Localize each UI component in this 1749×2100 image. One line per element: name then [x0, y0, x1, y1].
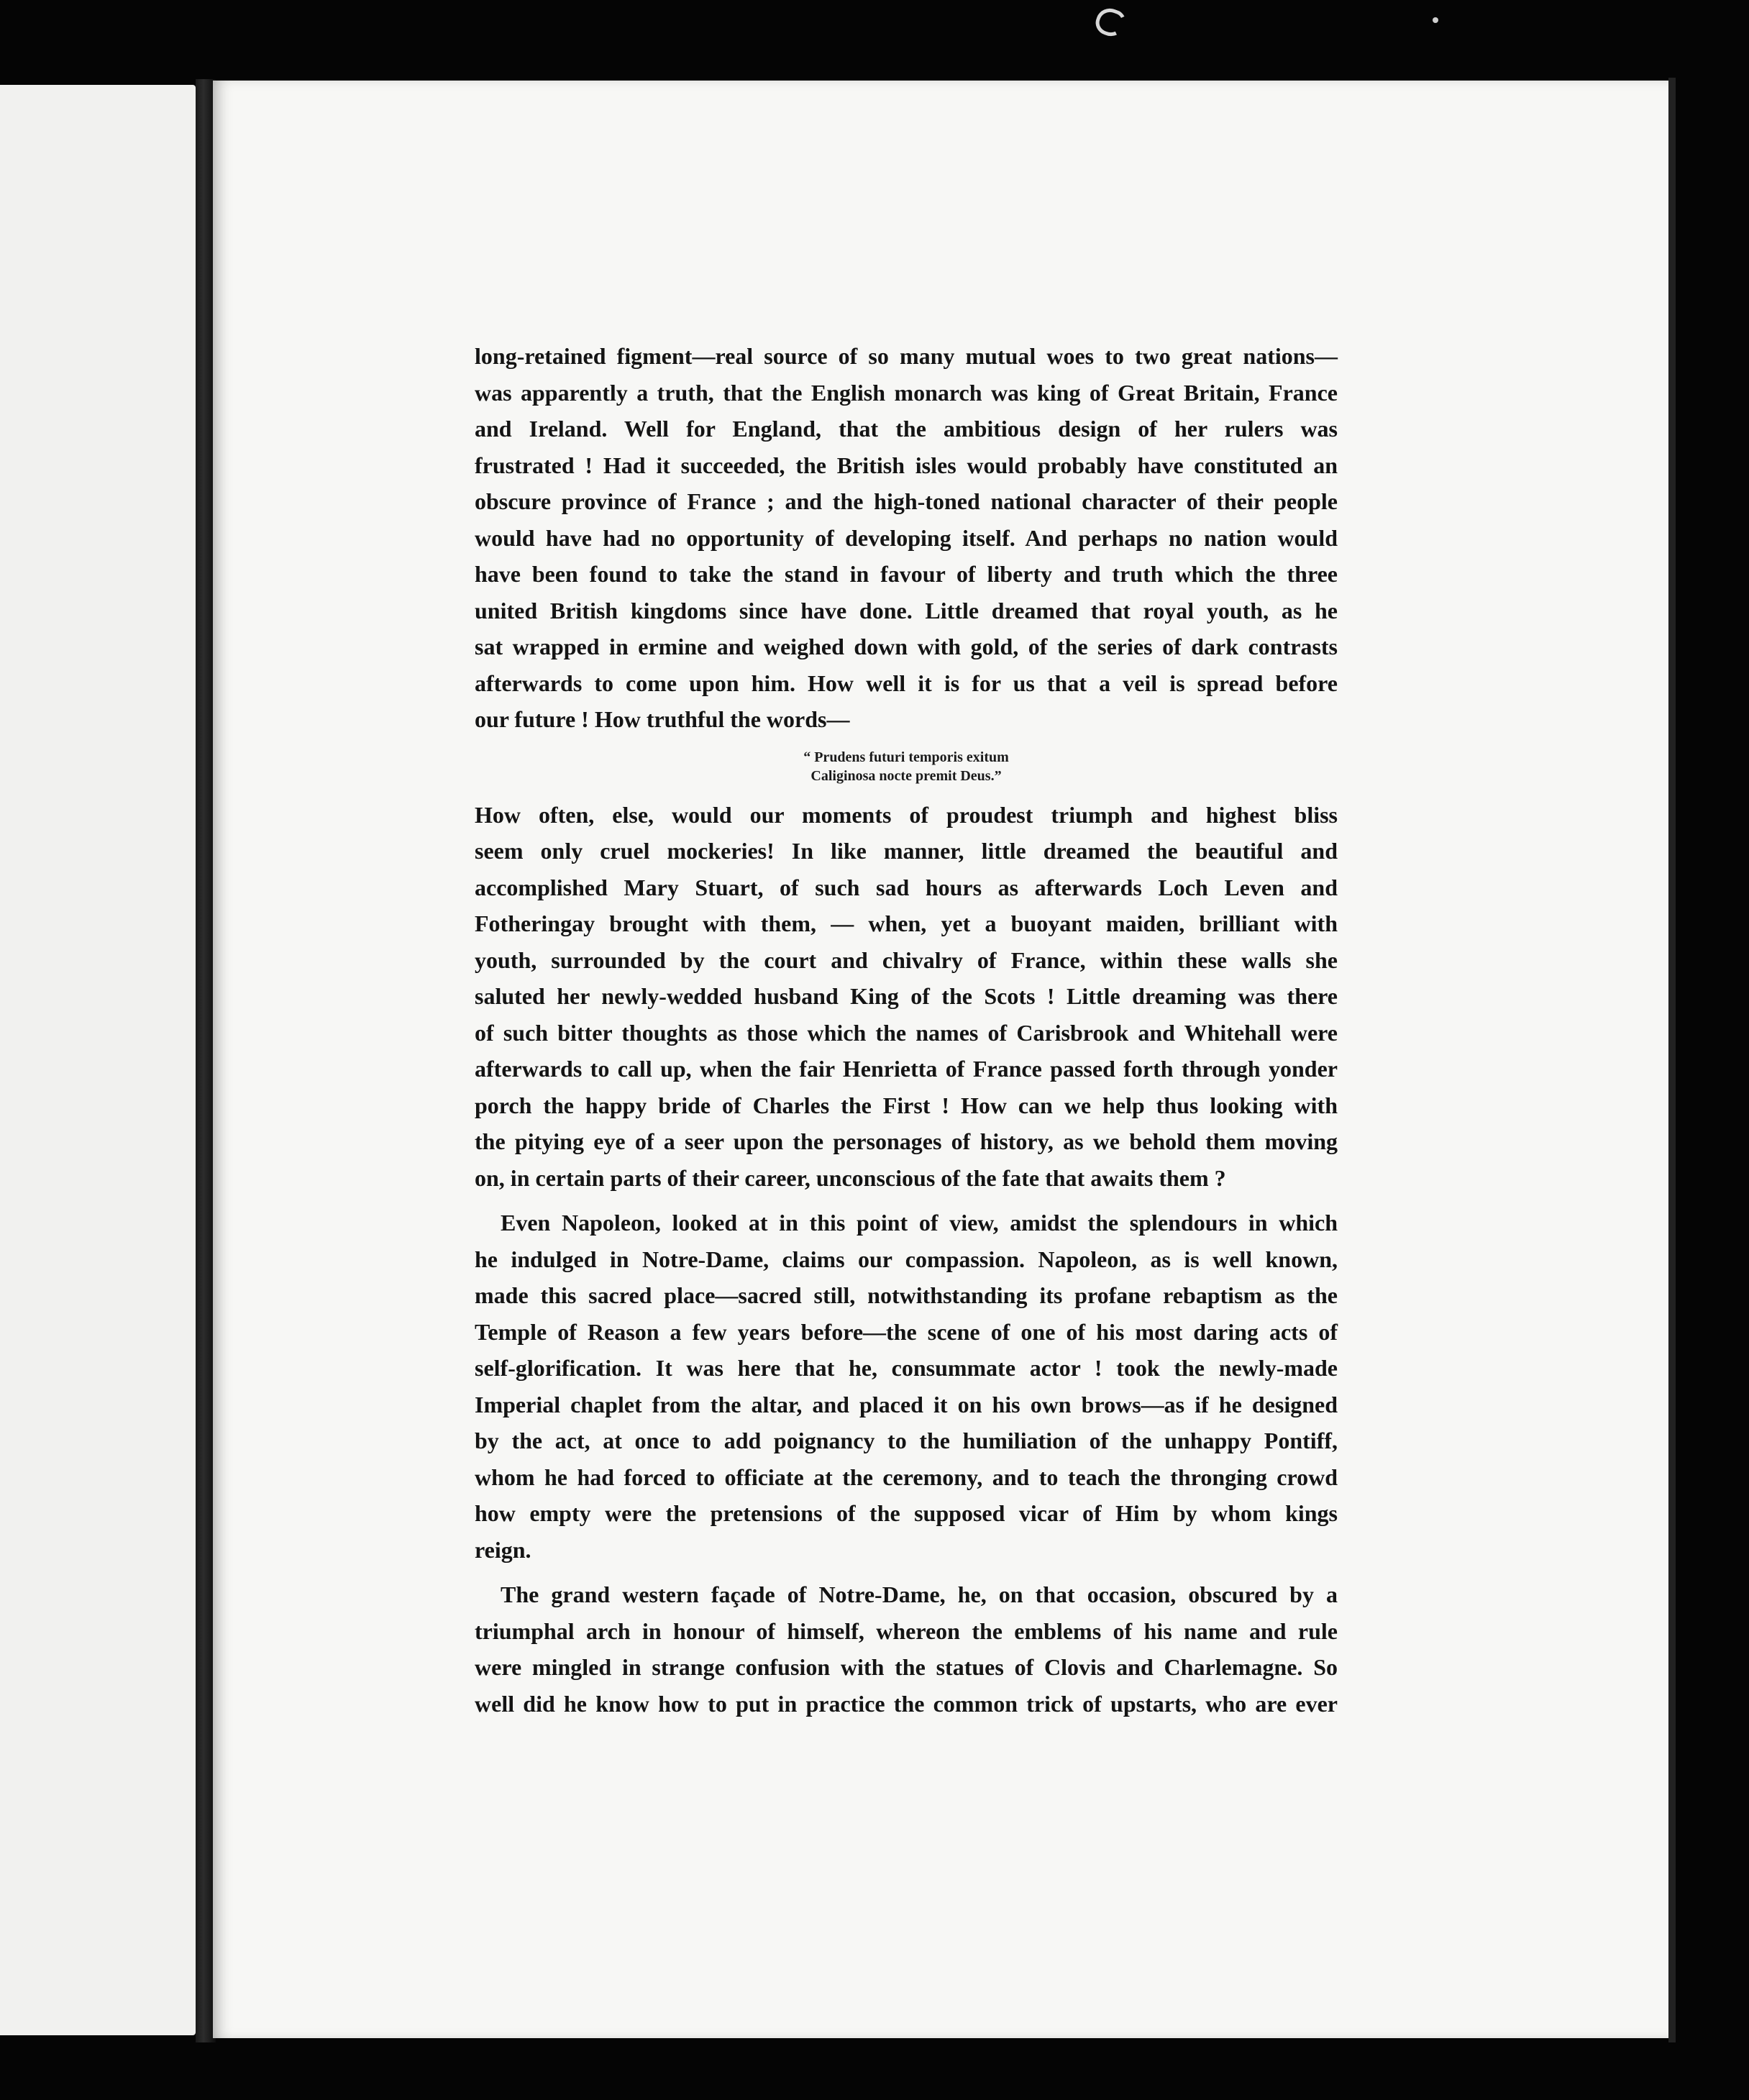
text-line: was apparently a truth, that the English monarch was king of Great Britain, France — [475, 379, 1338, 406]
text-line: would have had no opportunity of developing itself. And perhaps no nation would — [475, 524, 1338, 551]
text-line: The grand western façade of Notre-Dame, he, on that occasion, obscured by a — [501, 1581, 1338, 1607]
text-line: Imperial chaplet from the altar, and placed it on his own brows—as if he designed — [475, 1391, 1338, 1418]
text-line: obscure province of France ; and the high-toned national character of their people — [475, 488, 1338, 514]
text-line: triumphal arch in honour of himself, whereon the emblems of his name and rule — [475, 1617, 1338, 1644]
text-line: seem only cruel mockeries! In like manner, little dreamed the beautiful and — [475, 838, 1338, 864]
text-line: the pitying eye of a seer upon the personages of history, as we behold them moving — [475, 1128, 1338, 1154]
text-line: he indulged in Notre-Dame, claims our compassion. Napoleon, as is well known, — [475, 1246, 1338, 1272]
text-line: self-glorification. It was here that he, consummate actor ! took the newly-made — [475, 1355, 1338, 1381]
text-line: afterwards to call up, when the fair Henrietta of France passed forth through yonder — [475, 1056, 1338, 1082]
paragraph-facade — [475, 1576, 1338, 1722]
text-line: youth, surrounded by the court and chivalry of France, within these walls she — [475, 946, 1338, 973]
left-page — [0, 85, 196, 2035]
text-line: reign. — [475, 1536, 531, 1563]
quotation-line: Caliginosa nocte premit Deus.” — [810, 767, 1002, 784]
text-line: afterwards to come upon him. How well it is for us that a veil is spread before — [475, 670, 1338, 696]
page-edge — [1668, 78, 1676, 2042]
quotation-line: “ Prudens futuri temporis exitum — [803, 749, 1009, 765]
paragraph-continuation — [475, 797, 1338, 1197]
text-line: how empty were the pretensions of the supposed vicar of Him by whom kings — [475, 1500, 1338, 1526]
text-line: frustrated ! Had it succeeded, the British isles would probably have constituted an — [475, 452, 1338, 478]
scan-artifact — [1433, 17, 1438, 23]
text-line: long-retained figment—real source of so many mutual woes to two great nations— — [475, 343, 1338, 369]
text-line: were mingled in strange confusion with the statues of Clovis and Charlemagne. So — [475, 1654, 1338, 1680]
text-line: made this sacred place—sacred still, notwithstanding its profane rebaptism as the — [475, 1282, 1338, 1308]
text-line: and Ireland. Well for England, that the ambitious design of her rulers was — [475, 416, 1338, 442]
text-line: have been found to take the stand in favour of liberty and truth which the three — [475, 561, 1338, 587]
text-line: on, in certain parts of their career, unconscious of the fate that awaits them ? — [475, 1164, 1226, 1191]
text-line: porch the happy bride of Charles the First ! How can we help thus looking with — [475, 1092, 1338, 1118]
text-line: Temple of Reason a few years before—the scene of one of his most daring acts of — [475, 1318, 1338, 1345]
text-line: saluted her newly-wedded husband King of the Scots ! Little dreaming was there — [475, 983, 1338, 1009]
text-line: Fotheringay brought with them, — when, yet a buoyant maiden, brilliant with — [475, 910, 1338, 936]
paragraph-napoleon — [475, 1205, 1338, 1568]
text-line: united British kingdoms since have done. Little dreamed that royal youth, as he — [475, 597, 1338, 624]
text-line: How often, else, would our moments of proudest triumph and highest bliss — [475, 801, 1338, 828]
page-text — [475, 338, 1338, 1722]
text-line: whom he had forced to officiate at the ceremony, and to teach the thronging crowd — [475, 1464, 1338, 1490]
text-line: sat wrapped in ermine and weighed down with gold, of the series of dark contrasts — [475, 634, 1338, 659]
latin-quotation — [475, 748, 1338, 785]
text-line: Even Napoleon, looked at in this point of view, amidst the splendours in which — [501, 1210, 1338, 1236]
text-line: by the act, at once to add poignancy to the humiliation of the unhappy Pontiff, — [475, 1428, 1338, 1453]
text-line: accomplished Mary Stuart, of such sad hours as afterwards Loch Leven and — [475, 874, 1338, 900]
scan-artifact — [1092, 4, 1129, 40]
text-line: well did he know how to put in practice the common trick of upstarts, who are ever — [475, 1690, 1338, 1717]
text-line: of such bitter thoughts as those which the names of Carisbrook and Whitehall were — [475, 1019, 1338, 1046]
paragraph-opening — [475, 338, 1338, 738]
text-line: our future ! How truthful the words— — [475, 706, 850, 732]
